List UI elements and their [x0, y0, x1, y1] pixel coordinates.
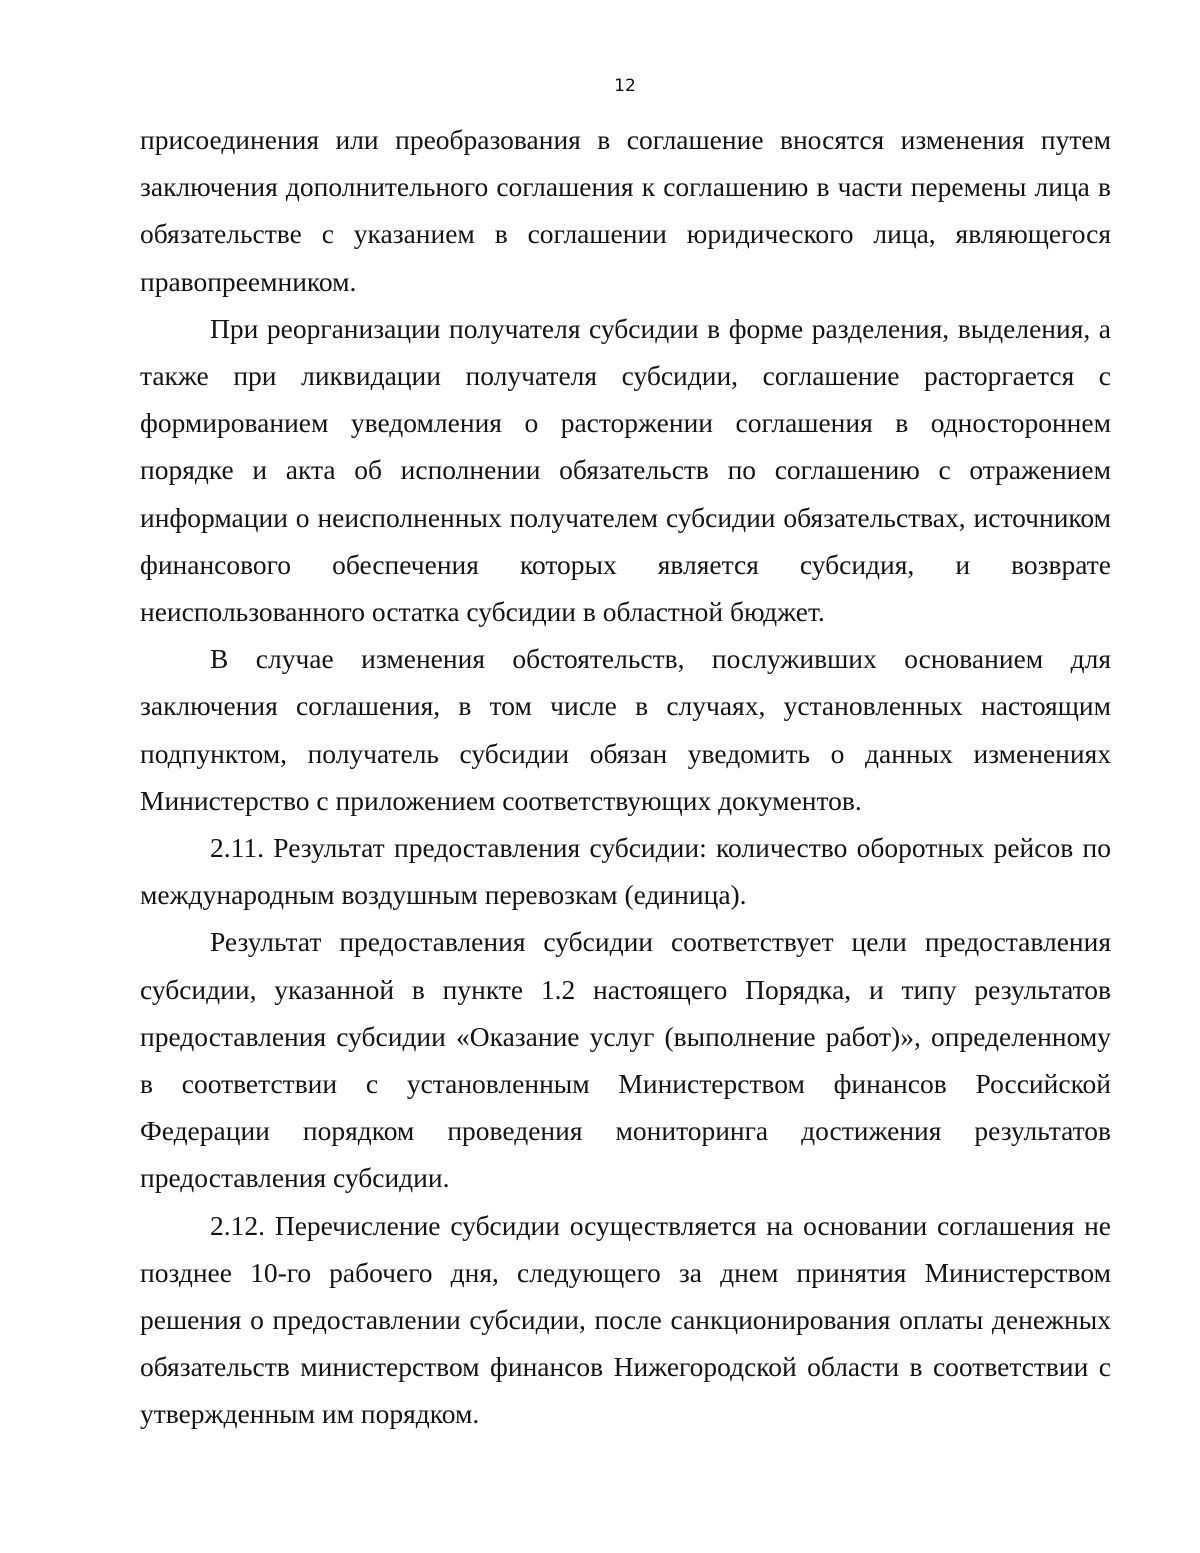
paragraph-reorganization: При реорганизации получателя субсидии в форме разделения, выделения, а также при ликвидации получателя субсидии, соглашение расторгается с формированием уведомления о расторжении соглашения в одностороннем порядке и акта об исполнении обязательств по соглашению с отражением информации о неисполненных получателем субсидии обязательствах, источником финансового обеспечения которых является субсидия, и возврате неиспользованного остатка субсидии в областной бюджет.	[140, 312, 1111, 628]
paragraph-continuation: присоединения или преобразования в соглашение вносятся изменения путем заключения дополнительного соглашения к соглашению в части перемены лица в обязательстве с указанием в соглашении юридического лица, являющегося правопреемником.	[140, 124, 1111, 297]
paragraph-2-11: 2.11. Результат предоставления субсидии: количество оборотных рейсов по международным воздушным перевозкам (единица).	[140, 832, 1111, 911]
paragraph-change-of-circumstances: В случае изменения обстоятельств, послуживших основанием для заключения соглашения, в том числе в случаях, установленных настоящим подпунктом, получатель субсидии обязан уведомить о данных изменениях Министерство с приложением соответствующих документов.	[140, 643, 1111, 816]
paragraph-2-12: 2.12. Перечисление субсидии осуществляется на основании соглашения не позднее 10-го рабочего дня, следующего за днем принятия Министерством решения о предоставлении субсидии, после санкционирования оплаты денежных обязательств министерством финансов Нижегородской области в соответствии с утвержденным им порядком.	[140, 1209, 1111, 1430]
paragraph-result-correspondence: Результат предоставления субсидии соответствует цели предоставления субсидии, указанной в пункте 1.2 настоящего Порядка, и типу результатов предоставления субсидии «Оказание услуг (выполнение работ)», определенному в соответствии с установленным Министерством финансов Российской Федерации порядком проведения мониторинга достижения результатов предоставления субсидии.	[140, 926, 1111, 1194]
page-number: 12	[614, 76, 636, 96]
document-body	[140, 116, 1111, 1438]
